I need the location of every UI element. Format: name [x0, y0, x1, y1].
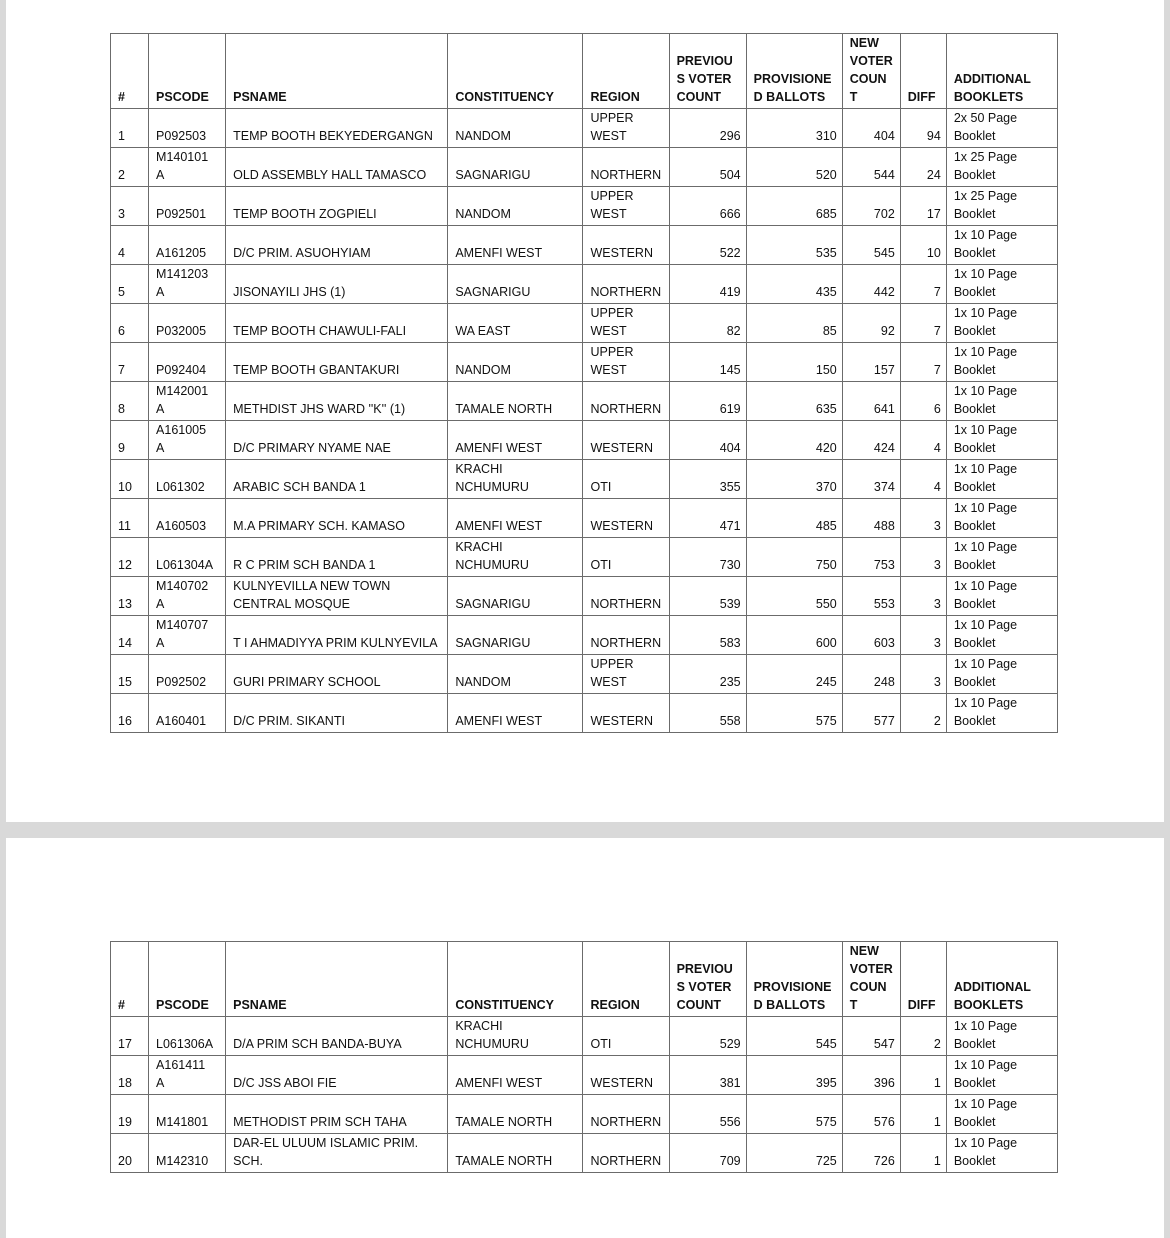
- cell-psname: D/C PRIM. SIKANTI: [226, 694, 448, 733]
- cell-pscode: P092502: [149, 655, 226, 694]
- cell-new-voter-count: 248: [842, 655, 900, 694]
- cell-provisioned-ballots: 520: [746, 148, 842, 187]
- cell-new-voter-count: 576: [842, 1095, 900, 1134]
- cell-diff: 4: [900, 421, 946, 460]
- table-row: [111, 382, 1058, 421]
- table-row: [111, 187, 1058, 226]
- cell-additional-booklets: 1x 10 Page Booklet: [946, 1017, 1057, 1056]
- cell-region: OTI: [583, 1017, 669, 1056]
- cell-constituency: TAMALE NORTH: [448, 1095, 583, 1134]
- cell-index: 12: [111, 538, 149, 577]
- cell-additional-booklets: 1x 10 Page Booklet: [946, 655, 1057, 694]
- cell-region: NORTHERN: [583, 265, 669, 304]
- cell-region: UPPER WEST: [583, 343, 669, 382]
- cell-index: 7: [111, 343, 149, 382]
- cell-diff: 1: [900, 1134, 946, 1173]
- header-pscode: PSCODE: [149, 942, 226, 1017]
- document-page-1: [6, 0, 1164, 822]
- cell-constituency: AMENFI WEST: [448, 694, 583, 733]
- cell-previous-voter-count: 355: [669, 460, 746, 499]
- cell-new-voter-count: 404: [842, 109, 900, 148]
- table-row: [111, 304, 1058, 343]
- cell-additional-booklets: 1x 10 Page Booklet: [946, 577, 1057, 616]
- table-row: [111, 616, 1058, 655]
- cell-index: 14: [111, 616, 149, 655]
- cell-additional-booklets: 1x 10 Page Booklet: [946, 1134, 1057, 1173]
- cell-diff: 10: [900, 226, 946, 265]
- cell-new-voter-count: 577: [842, 694, 900, 733]
- cell-psname: METHODIST PRIM SCH TAHA: [226, 1095, 448, 1134]
- cell-psname: METHDIST JHS WARD ''K'' (1): [226, 382, 448, 421]
- cell-constituency: TAMALE NORTH: [448, 382, 583, 421]
- cell-psname: ARABIC SCH BANDA 1: [226, 460, 448, 499]
- cell-previous-voter-count: 145: [669, 343, 746, 382]
- cell-previous-voter-count: 558: [669, 694, 746, 733]
- cell-pscode: L061306A: [149, 1017, 226, 1056]
- cell-previous-voter-count: 381: [669, 1056, 746, 1095]
- header-previous-voter-count: PREVIOU S VOTER COUNT: [669, 34, 746, 109]
- document-page-2: [6, 838, 1164, 1238]
- cell-previous-voter-count: 583: [669, 616, 746, 655]
- cell-pscode: A161205: [149, 226, 226, 265]
- cell-provisioned-ballots: 750: [746, 538, 842, 577]
- cell-constituency: SAGNARIGU: [448, 265, 583, 304]
- table-row: [111, 343, 1058, 382]
- cell-previous-voter-count: 235: [669, 655, 746, 694]
- cell-additional-booklets: 2x 50 Page Booklet: [946, 109, 1057, 148]
- cell-diff: 3: [900, 538, 946, 577]
- table-row: [111, 1134, 1058, 1173]
- header-diff: DIFF: [900, 34, 946, 109]
- header-additional-booklets: ADDITIONAL BOOKLETS: [946, 34, 1057, 109]
- cell-index: 2: [111, 148, 149, 187]
- cell-diff: 3: [900, 577, 946, 616]
- cell-additional-booklets: 1x 25 Page Booklet: [946, 187, 1057, 226]
- cell-provisioned-ballots: 550: [746, 577, 842, 616]
- cell-provisioned-ballots: 420: [746, 421, 842, 460]
- cell-constituency: SAGNARIGU: [448, 577, 583, 616]
- cell-diff: 1: [900, 1095, 946, 1134]
- cell-additional-booklets: 1x 10 Page Booklet: [946, 421, 1057, 460]
- cell-index: 18: [111, 1056, 149, 1095]
- cell-additional-booklets: 1x 10 Page Booklet: [946, 694, 1057, 733]
- header-region: REGION: [583, 34, 669, 109]
- cell-provisioned-ballots: 310: [746, 109, 842, 148]
- table-row: [111, 421, 1058, 460]
- header-additional-booklets: ADDITIONAL BOOKLETS: [946, 942, 1057, 1017]
- cell-provisioned-ballots: 535: [746, 226, 842, 265]
- cell-region: WESTERN: [583, 1056, 669, 1095]
- cell-index: 1: [111, 109, 149, 148]
- cell-psname: DAR-EL ULUUM ISLAMIC PRIM. SCH.: [226, 1134, 448, 1173]
- header-constituency: CONSTITUENCY: [448, 942, 583, 1017]
- cell-pscode: L061304A: [149, 538, 226, 577]
- cell-index: 15: [111, 655, 149, 694]
- cell-region: NORTHERN: [583, 1134, 669, 1173]
- cell-index: 5: [111, 265, 149, 304]
- cell-diff: 7: [900, 304, 946, 343]
- cell-constituency: SAGNARIGU: [448, 616, 583, 655]
- cell-previous-voter-count: 419: [669, 265, 746, 304]
- cell-provisioned-ballots: 370: [746, 460, 842, 499]
- cell-previous-voter-count: 709: [669, 1134, 746, 1173]
- cell-additional-booklets: 1x 10 Page Booklet: [946, 616, 1057, 655]
- cell-psname: M.A PRIMARY SCH. KAMASO: [226, 499, 448, 538]
- cell-pscode: A161005 A: [149, 421, 226, 460]
- cell-pscode: A161411 A: [149, 1056, 226, 1095]
- cell-diff: 3: [900, 499, 946, 538]
- cell-constituency: KRACHI NCHUMURU: [448, 1017, 583, 1056]
- cell-previous-voter-count: 504: [669, 148, 746, 187]
- cell-new-voter-count: 753: [842, 538, 900, 577]
- cell-constituency: KRACHI NCHUMURU: [448, 538, 583, 577]
- table-row: [111, 694, 1058, 733]
- cell-new-voter-count: 396: [842, 1056, 900, 1095]
- cell-diff: 94: [900, 109, 946, 148]
- header-constituency: CONSTITUENCY: [448, 34, 583, 109]
- table-header-row: [111, 942, 1058, 1017]
- cell-new-voter-count: 157: [842, 343, 900, 382]
- cell-diff: 17: [900, 187, 946, 226]
- cell-previous-voter-count: 619: [669, 382, 746, 421]
- table-row: [111, 460, 1058, 499]
- cell-region: NORTHERN: [583, 577, 669, 616]
- cell-provisioned-ballots: 245: [746, 655, 842, 694]
- cell-previous-voter-count: 296: [669, 109, 746, 148]
- cell-new-voter-count: 603: [842, 616, 900, 655]
- cell-psname: TEMP BOOTH GBANTAKURI: [226, 343, 448, 382]
- cell-pscode: P092503: [149, 109, 226, 148]
- table-row: [111, 1017, 1058, 1056]
- cell-previous-voter-count: 556: [669, 1095, 746, 1134]
- cell-new-voter-count: 92: [842, 304, 900, 343]
- cell-new-voter-count: 488: [842, 499, 900, 538]
- cell-psname: TEMP BOOTH BEKYEDERGANGN: [226, 109, 448, 148]
- header-new-voter-count: NEW VOTER COUN T: [842, 942, 900, 1017]
- cell-diff: 24: [900, 148, 946, 187]
- cell-index: 10: [111, 460, 149, 499]
- cell-constituency: NANDOM: [448, 343, 583, 382]
- cell-psname: TEMP BOOTH CHAWULI-FALI: [226, 304, 448, 343]
- cell-new-voter-count: 553: [842, 577, 900, 616]
- cell-pscode: A160503: [149, 499, 226, 538]
- table-row: [111, 1095, 1058, 1134]
- cell-pscode: P092404: [149, 343, 226, 382]
- cell-new-voter-count: 544: [842, 148, 900, 187]
- cell-pscode: M141801: [149, 1095, 226, 1134]
- cell-additional-booklets: 1x 10 Page Booklet: [946, 538, 1057, 577]
- cell-new-voter-count: 374: [842, 460, 900, 499]
- cell-pscode: M142310: [149, 1134, 226, 1173]
- cell-region: WESTERN: [583, 694, 669, 733]
- cell-region: NORTHERN: [583, 382, 669, 421]
- cell-diff: 6: [900, 382, 946, 421]
- cell-pscode: M142001 A: [149, 382, 226, 421]
- cell-region: NORTHERN: [583, 148, 669, 187]
- cell-previous-voter-count: 522: [669, 226, 746, 265]
- cell-additional-booklets: 1x 10 Page Booklet: [946, 382, 1057, 421]
- cell-previous-voter-count: 404: [669, 421, 746, 460]
- cell-provisioned-ballots: 485: [746, 499, 842, 538]
- cell-pscode: M140707 A: [149, 616, 226, 655]
- cell-provisioned-ballots: 725: [746, 1134, 842, 1173]
- cell-constituency: KRACHI NCHUMURU: [448, 460, 583, 499]
- cell-region: UPPER WEST: [583, 187, 669, 226]
- cell-constituency: NANDOM: [448, 187, 583, 226]
- cell-pscode: M140702 A: [149, 577, 226, 616]
- cell-pscode: P032005: [149, 304, 226, 343]
- cell-psname: GURI PRIMARY SCHOOL: [226, 655, 448, 694]
- table-row: [111, 655, 1058, 694]
- header-psname: PSNAME: [226, 942, 448, 1017]
- cell-psname: OLD ASSEMBLY HALL TAMASCO: [226, 148, 448, 187]
- cell-psname: JISONAYILI JHS (1): [226, 265, 448, 304]
- cell-constituency: AMENFI WEST: [448, 1056, 583, 1095]
- cell-region: UPPER WEST: [583, 655, 669, 694]
- cell-provisioned-ballots: 685: [746, 187, 842, 226]
- cell-pscode: A160401: [149, 694, 226, 733]
- cell-provisioned-ballots: 545: [746, 1017, 842, 1056]
- cell-index: 19: [111, 1095, 149, 1134]
- cell-additional-booklets: 1x 25 Page Booklet: [946, 148, 1057, 187]
- cell-region: OTI: [583, 538, 669, 577]
- cell-provisioned-ballots: 600: [746, 616, 842, 655]
- cell-psname: D/A PRIM SCH BANDA-BUYA: [226, 1017, 448, 1056]
- table-header-row: [111, 34, 1058, 109]
- header-provisioned-ballots: PROVISIONE D BALLOTS: [746, 34, 842, 109]
- cell-provisioned-ballots: 150: [746, 343, 842, 382]
- table-row: [111, 577, 1058, 616]
- cell-region: WESTERN: [583, 226, 669, 265]
- table-row: [111, 1056, 1058, 1095]
- header-diff: DIFF: [900, 942, 946, 1017]
- cell-index: 9: [111, 421, 149, 460]
- cell-region: NORTHERN: [583, 616, 669, 655]
- cell-index: 6: [111, 304, 149, 343]
- cell-constituency: SAGNARIGU: [448, 148, 583, 187]
- cell-diff: 3: [900, 616, 946, 655]
- polling-station-table-page-1: [110, 33, 1058, 733]
- table-row: [111, 499, 1058, 538]
- cell-constituency: WA EAST: [448, 304, 583, 343]
- cell-region: UPPER WEST: [583, 304, 669, 343]
- cell-constituency: NANDOM: [448, 109, 583, 148]
- cell-index: 3: [111, 187, 149, 226]
- cell-new-voter-count: 547: [842, 1017, 900, 1056]
- cell-index: 20: [111, 1134, 149, 1173]
- cell-provisioned-ballots: 575: [746, 1095, 842, 1134]
- cell-region: UPPER WEST: [583, 109, 669, 148]
- cell-psname: R C PRIM SCH BANDA 1: [226, 538, 448, 577]
- cell-pscode: P092501: [149, 187, 226, 226]
- header-psname: PSNAME: [226, 34, 448, 109]
- cell-psname: TEMP BOOTH ZOGPIELI: [226, 187, 448, 226]
- cell-new-voter-count: 702: [842, 187, 900, 226]
- cell-additional-booklets: 1x 10 Page Booklet: [946, 460, 1057, 499]
- cell-additional-booklets: 1x 10 Page Booklet: [946, 226, 1057, 265]
- cell-constituency: NANDOM: [448, 655, 583, 694]
- cell-diff: 3: [900, 655, 946, 694]
- cell-provisioned-ballots: 395: [746, 1056, 842, 1095]
- cell-pscode: M141203 A: [149, 265, 226, 304]
- cell-new-voter-count: 641: [842, 382, 900, 421]
- table-row: [111, 538, 1058, 577]
- cell-diff: 1: [900, 1056, 946, 1095]
- cell-previous-voter-count: 471: [669, 499, 746, 538]
- cell-new-voter-count: 545: [842, 226, 900, 265]
- header-pscode: PSCODE: [149, 34, 226, 109]
- cell-psname: D/C JSS ABOI FIE: [226, 1056, 448, 1095]
- cell-index: 16: [111, 694, 149, 733]
- cell-diff: 2: [900, 1017, 946, 1056]
- cell-new-voter-count: 726: [842, 1134, 900, 1173]
- cell-previous-voter-count: 539: [669, 577, 746, 616]
- cell-provisioned-ballots: 85: [746, 304, 842, 343]
- header-new-voter-count: NEW VOTER COUN T: [842, 34, 900, 109]
- table-row: [111, 226, 1058, 265]
- cell-additional-booklets: 1x 10 Page Booklet: [946, 1056, 1057, 1095]
- table-row: [111, 148, 1058, 187]
- cell-previous-voter-count: 529: [669, 1017, 746, 1056]
- header-region: REGION: [583, 942, 669, 1017]
- cell-new-voter-count: 442: [842, 265, 900, 304]
- cell-provisioned-ballots: 435: [746, 265, 842, 304]
- cell-index: 8: [111, 382, 149, 421]
- cell-additional-booklets: 1x 10 Page Booklet: [946, 1095, 1057, 1134]
- cell-pscode: M140101 A: [149, 148, 226, 187]
- cell-constituency: TAMALE NORTH: [448, 1134, 583, 1173]
- table-row: [111, 109, 1058, 148]
- cell-diff: 4: [900, 460, 946, 499]
- cell-psname: T I AHMADIYYA PRIM KULNYEVILA: [226, 616, 448, 655]
- cell-previous-voter-count: 82: [669, 304, 746, 343]
- cell-previous-voter-count: 730: [669, 538, 746, 577]
- cell-diff: 2: [900, 694, 946, 733]
- cell-index: 13: [111, 577, 149, 616]
- cell-constituency: AMENFI WEST: [448, 499, 583, 538]
- cell-diff: 7: [900, 265, 946, 304]
- cell-additional-booklets: 1x 10 Page Booklet: [946, 304, 1057, 343]
- cell-region: OTI: [583, 460, 669, 499]
- header-index: #: [111, 942, 149, 1017]
- cell-index: 17: [111, 1017, 149, 1056]
- cell-index: 11: [111, 499, 149, 538]
- cell-provisioned-ballots: 575: [746, 694, 842, 733]
- cell-provisioned-ballots: 635: [746, 382, 842, 421]
- header-index: #: [111, 34, 149, 109]
- cell-constituency: AMENFI WEST: [448, 421, 583, 460]
- cell-diff: 7: [900, 343, 946, 382]
- cell-region: NORTHERN: [583, 1095, 669, 1134]
- header-provisioned-ballots: PROVISIONE D BALLOTS: [746, 942, 842, 1017]
- cell-psname: KULNYEVILLA NEW TOWN CENTRAL MOSQUE: [226, 577, 448, 616]
- cell-region: WESTERN: [583, 421, 669, 460]
- polling-station-table-page-2: [110, 941, 1058, 1173]
- cell-new-voter-count: 424: [842, 421, 900, 460]
- cell-additional-booklets: 1x 10 Page Booklet: [946, 499, 1057, 538]
- cell-previous-voter-count: 666: [669, 187, 746, 226]
- header-previous-voter-count: PREVIOU S VOTER COUNT: [669, 942, 746, 1017]
- cell-psname: D/C PRIMARY NYAME NAE: [226, 421, 448, 460]
- cell-constituency: AMENFI WEST: [448, 226, 583, 265]
- table-row: [111, 265, 1058, 304]
- cell-additional-booklets: 1x 10 Page Booklet: [946, 265, 1057, 304]
- cell-psname: D/C PRIM. ASUOHYIAM: [226, 226, 448, 265]
- cell-pscode: L061302: [149, 460, 226, 499]
- cell-region: WESTERN: [583, 499, 669, 538]
- cell-index: 4: [111, 226, 149, 265]
- cell-additional-booklets: 1x 10 Page Booklet: [946, 343, 1057, 382]
